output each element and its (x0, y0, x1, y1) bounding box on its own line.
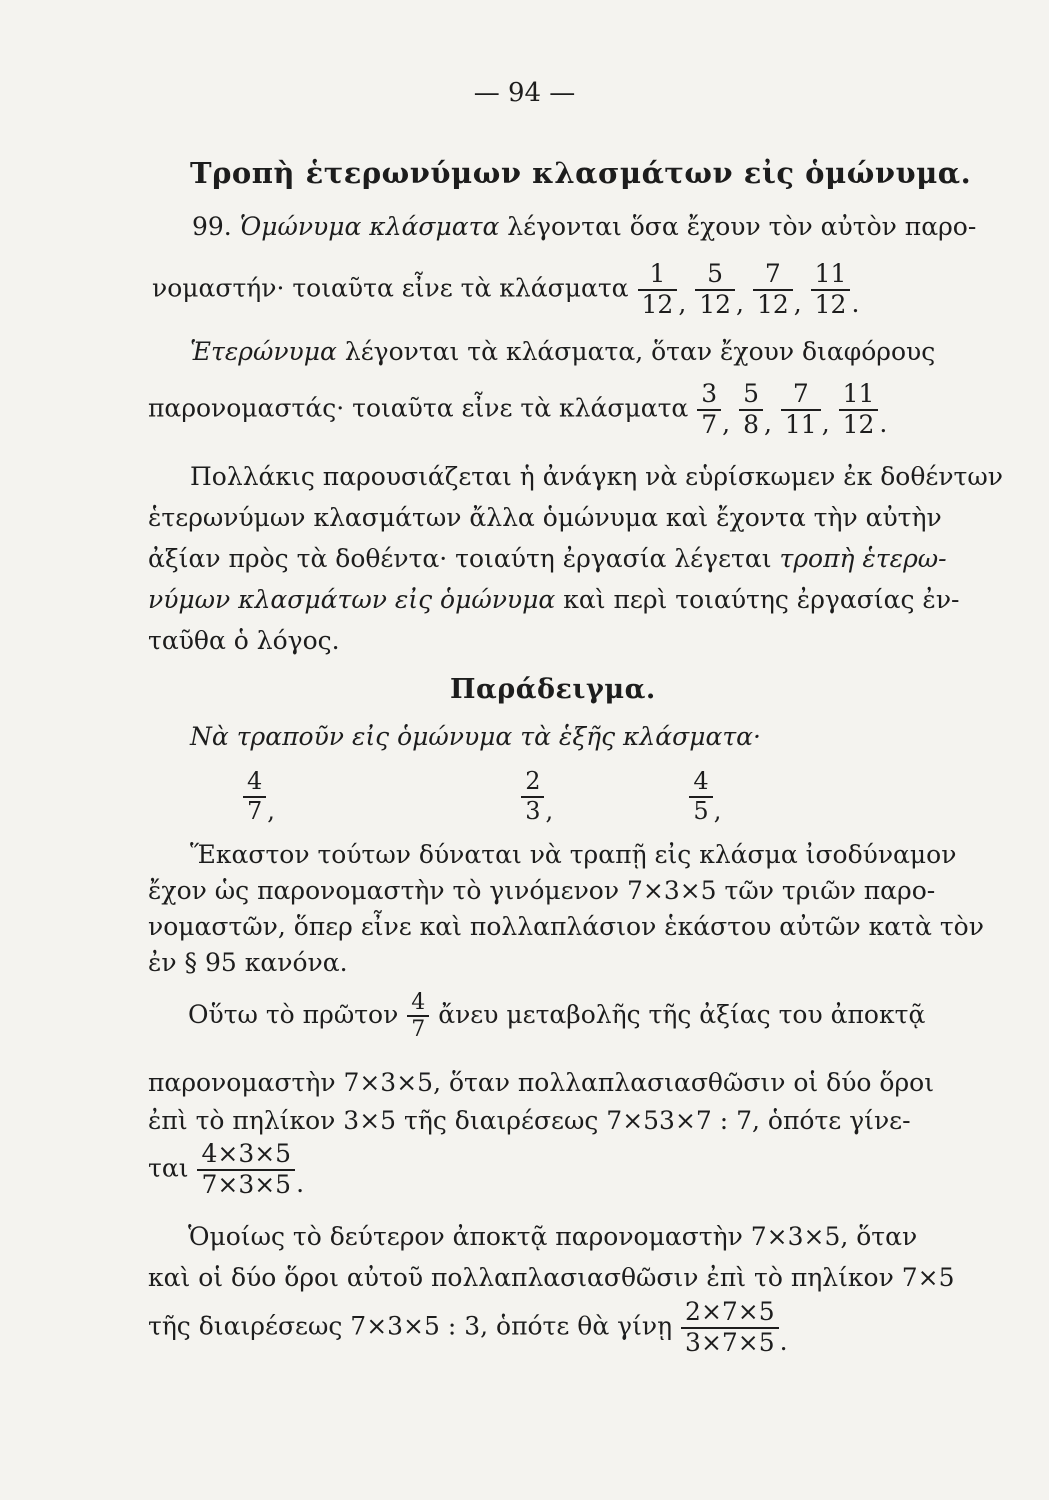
paragraph-3-line-1: Πολλάκις παρουσιάζεται ἡ ἀνάγκη νὰ εὑρίσκωμεν ἐκ δοθέντων (190, 462, 1003, 491)
fraction: $\frac{11}{12}$ (839, 380, 879, 440)
paragraph-3-line-3 (148, 544, 947, 573)
paragraph-2-line-2: παρονομαστάς· τοιαῦτα εἶνε τὰ κλάσματα $\frac{3}{7}$ , $\frac{5}{8}$ , $\frac{7}{11}$ , $\frac{11}{12}$ . (148, 379, 888, 439)
fraction: $\frac{11}{12}$ (811, 260, 851, 320)
fraction: $\frac{5}{8}$ (739, 380, 763, 440)
term-homonyma: Ὁμώνυμα κλάσματα (239, 212, 500, 241)
paragraph-text: ἀξίαν πρὸς τὰ δοθέντα· τοιαύτη ἐργασία λέγεται (148, 544, 772, 573)
fraction: $\frac{5}{12}$ (695, 260, 735, 320)
paragraph-4-line-4: ἐν § 95 κανόνα. (148, 948, 348, 977)
paragraph-3-line-5: ταῦθα ὁ λόγος. (148, 626, 340, 655)
term-heteronyma: Ἑτερώνυμα (190, 337, 337, 366)
paragraph-1-line-1 (192, 212, 976, 241)
paragraph-text: λέγονται ὅσα ἔχουν τὸν αὐτὸν παρο- (507, 212, 977, 241)
paragraph-5-line-1 (188, 990, 925, 1043)
paragraph-5-line-3: ἐπὶ τὸ πηλίκον 3×5 τῆς διαιρέσεως 7×53×7 : 7, ὁπότε γίνε- (148, 1106, 911, 1135)
emphasis-text: νύμων κλασμάτων εἰς ὁμώνυμα (148, 585, 556, 614)
paragraph-6-line-1: Ὁμοίως τὸ δεύτερον ἀποκτᾷ παρονομαστὴν 7×3×5, ὅταν (188, 1222, 918, 1251)
example-instruction: Νὰ τραποῦν εἰς ὁμώνυμα τὰ ἑξῆς κλάσματα· (190, 722, 762, 751)
paragraph-5-line-2: παρονομαστὴν 7×3×5, ὅταν πολλαπλασιασθῶσιν οἱ δύο ὅροι (148, 1068, 934, 1097)
section-title: Τροπὴ ἑτερωνύμων κλασμάτων εἰς ὁμώνυμα. (190, 156, 972, 190)
page-number: — 94 — (473, 78, 576, 108)
paragraph-text: ται (148, 1153, 189, 1183)
paragraph-6-line-2: καὶ οἱ δύο ὅροι αὐτοῦ πολλαπλασιασθῶσιν ἐπὶ τὸ πηλίκον 7×5 (148, 1263, 955, 1292)
paragraph-text: καὶ περὶ τοιαύτης ἐργασίας ἐν- (563, 585, 960, 614)
paragraph-number: 99. (192, 212, 232, 241)
fraction: $\frac{4}{7}$ (407, 990, 429, 1043)
paragraph-text: παρονομαστάς· τοιαῦτα εἶνε τὰ κλάσματα (148, 393, 689, 423)
example-title: Παράδειγμα. (450, 674, 656, 705)
emphasis-text: τροπὴ ἑτερω- (779, 544, 947, 573)
paragraph-2-line-1 (190, 337, 935, 366)
paragraph-1-line-2: νομαστήν· τοιαῦτα εἶνε τὰ κλάσματα $\frac{1}{12}$ , $\frac{5}{12}$ , $\frac{7}{12}$ , $\frac{11}{12}$ . (152, 259, 860, 319)
fraction: $\frac{1}{12}$ (638, 260, 678, 320)
paragraph-5-line-4: ται $\frac{4\times 3\times 5}{7\times 3\times 5}$ . (148, 1139, 305, 1199)
paragraph-4-line-1: Ἕκαστον τούτων δύναται νὰ τραπῇ εἰς κλάσμα ἰσοδύναμον (190, 840, 957, 869)
paragraph-3-line-4 (148, 585, 960, 614)
paragraph-3-line-2: ἑτερωνύμων κλασμάτων ἄλλα ὁμώνυμα καὶ ἔχοντα τὴν αὐτὴν (148, 503, 942, 532)
paragraph-text: λέγονται τὰ κλάσματα, ὅταν ἔχουν διαφόρους (344, 337, 936, 366)
fraction: $\frac{4}{7}$ (243, 768, 266, 825)
fraction: $\frac{4}{5}$ (689, 768, 712, 825)
example-fractions: $\frac{4}{7}$ , $\frac{2}{3}$ , $\frac{4}{5}$ , (242, 768, 721, 825)
paragraph-4-line-3: νομαστῶν, ὅπερ εἶνε καὶ πολλαπλάσιον ἑκάστου αὐτῶν κατὰ τὸν (148, 912, 984, 941)
paragraph-text: Οὕτω τὸ πρῶτον (188, 999, 399, 1029)
fraction: $\frac{7}{11}$ (781, 380, 821, 440)
fraction: $\frac{3}{7}$ (697, 380, 721, 440)
paragraph-text: νομαστήν· τοιαῦτα εἶνε τὰ κλάσματα (152, 273, 629, 303)
paragraph-6-line-3: τῆς διαιρέσεως 7×3×5 : 3, ὁπότε θὰ γίνῃ $\frac{2\times 7\times 5}{3\times 7\times 5}$ . (148, 1297, 788, 1357)
fraction: $\frac{2\times 7\times 5}{3\times 7\times 5}$ (681, 1298, 779, 1358)
paragraph-text: ἄνευ μεταβολῆς τῆς ἀξίας του ἀποκτᾷ (438, 999, 926, 1029)
fraction: $\frac{7}{12}$ (753, 260, 793, 320)
paragraph-text: τῆς διαιρέσεως 7×3×5 : 3, ὁπότε θὰ γίνῃ (148, 1311, 673, 1341)
paragraph-4-line-2: ἔχον ὡς παρονομαστὴν τὸ γινόμενον 7×3×5 τῶν τριῶν παρο- (148, 876, 936, 905)
fraction: $\frac{4\times 3\times 5}{7\times 3\times 5}$ (197, 1140, 295, 1200)
fraction: $\frac{2}{3}$ (521, 768, 544, 825)
